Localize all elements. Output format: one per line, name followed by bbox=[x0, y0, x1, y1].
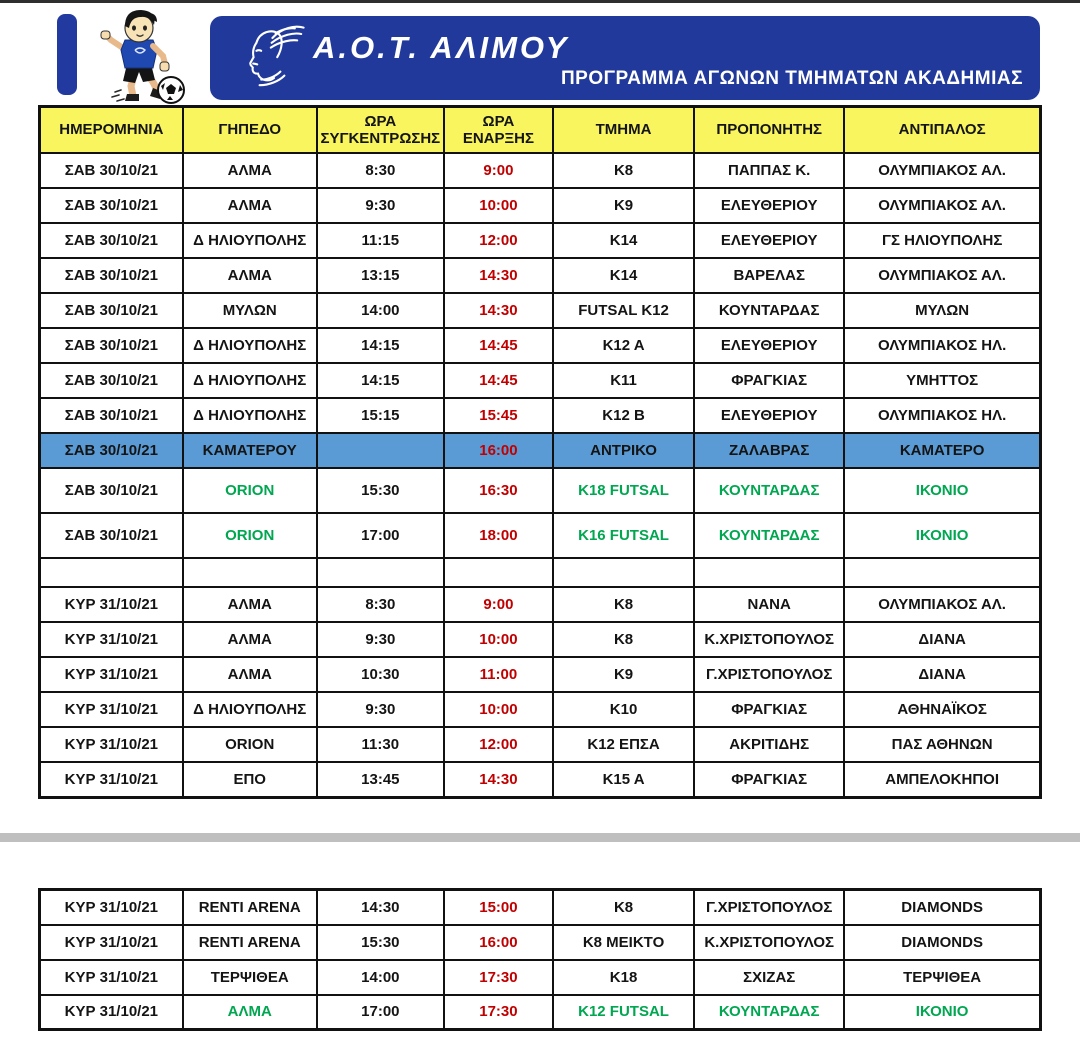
table-row bbox=[40, 513, 1041, 558]
cell-opponent: ΙΚΟΝΙΟ bbox=[844, 513, 1040, 558]
cell-start-time: 14:45 bbox=[444, 328, 553, 363]
cell-venue: RENTI ARENA bbox=[183, 890, 317, 925]
cell-date bbox=[40, 558, 183, 587]
cell-opponent: ΟΛΥΜΠΙΑΚΟΣ ΑΛ. bbox=[844, 587, 1040, 622]
cell-coach: ΦΡΑΓΚΙΑΣ bbox=[694, 762, 844, 797]
cell-start-time: 10:00 bbox=[444, 692, 553, 727]
cell-team: ΑΝΤΡΙΚΟ bbox=[553, 433, 694, 468]
cell-meet-time: 14:30 bbox=[317, 890, 444, 925]
cell-date: ΚΥΡ 31/10/21 bbox=[40, 727, 183, 762]
cell-team: Κ10 bbox=[553, 692, 694, 727]
cell-venue: ΜΥΛΩΝ bbox=[183, 293, 317, 328]
cell-start-time: 17:30 bbox=[444, 995, 553, 1030]
table-row bbox=[40, 223, 1041, 258]
cell-coach: ΕΛΕΥΘΕΡΙΟΥ bbox=[694, 223, 844, 258]
cell-opponent: ΤΕΡΨΙΘΕΑ bbox=[844, 960, 1040, 995]
cell-team: Κ18 FUTSAL bbox=[553, 468, 694, 513]
cell-opponent: DIAMONDS bbox=[844, 890, 1040, 925]
cell-meet-time bbox=[317, 558, 444, 587]
table-row bbox=[40, 468, 1041, 513]
cell-opponent: ΑΜΠΕΛΟΚΗΠΟΙ bbox=[844, 762, 1040, 797]
page-title: Α.Ο.Τ. ΑΛΙΜΟΥ bbox=[313, 30, 570, 65]
table-row bbox=[40, 258, 1041, 293]
cell-start-time: 14:30 bbox=[444, 258, 553, 293]
cell-date: ΣΑΒ 30/10/21 bbox=[40, 363, 183, 398]
cell-opponent: ΙΚΟΝΙΟ bbox=[844, 995, 1040, 1030]
cell-date: ΚΥΡ 31/10/21 bbox=[40, 925, 183, 960]
cell-venue: ΑΛΜΑ bbox=[183, 258, 317, 293]
cell-team: Κ8 bbox=[553, 153, 694, 188]
cell-date: ΣΑΒ 30/10/21 bbox=[40, 223, 183, 258]
cell-opponent: ΓΣ ΗΛΙΟΥΠΟΛΗΣ bbox=[844, 223, 1040, 258]
cell-start-time: 9:00 bbox=[444, 587, 553, 622]
cell-date: ΣΑΒ 30/10/21 bbox=[40, 153, 183, 188]
cell-meet-time: 8:30 bbox=[317, 153, 444, 188]
cell-venue: RENTI ARENA bbox=[183, 925, 317, 960]
cell-coach: ΚΟΥΝΤΑΡΔΑΣ bbox=[694, 468, 844, 513]
cell-meet-time: 13:45 bbox=[317, 762, 444, 797]
cell-venue: ORION bbox=[183, 513, 317, 558]
cell-team: FUTSAL Κ12 bbox=[553, 293, 694, 328]
cell-start-time: 17:30 bbox=[444, 960, 553, 995]
cell-meet-time: 17:00 bbox=[317, 995, 444, 1030]
column-header: ΩΡΑ ΕΝΑΡΞΗΣ bbox=[444, 107, 553, 154]
extra-schedule-table bbox=[38, 888, 1042, 1031]
cell-team: Κ16 FUTSAL bbox=[553, 513, 694, 558]
cell-opponent: DIAMONDS bbox=[844, 925, 1040, 960]
cell-venue: ORION bbox=[183, 468, 317, 513]
cell-meet-time: 14:00 bbox=[317, 293, 444, 328]
cell-meet-time: 11:30 bbox=[317, 727, 444, 762]
page-header bbox=[0, 0, 1080, 105]
cell-coach: ΚΟΥΝΤΑΡΔΑΣ bbox=[694, 293, 844, 328]
cell-meet-time: 13:15 bbox=[317, 258, 444, 293]
cell-coach: ΕΛΕΥΘΕΡΙΟΥ bbox=[694, 328, 844, 363]
cell-venue: Δ ΗΛΙΟΥΠΟΛΗΣ bbox=[183, 363, 317, 398]
cell-meet-time: 14:00 bbox=[317, 960, 444, 995]
cell-coach bbox=[694, 558, 844, 587]
cell-coach: ΦΡΑΓΚΙΑΣ bbox=[694, 363, 844, 398]
cell-start-time: 12:00 bbox=[444, 727, 553, 762]
cell-venue: Δ ΗΛΙΟΥΠΟΛΗΣ bbox=[183, 328, 317, 363]
cell-date: ΣΑΒ 30/10/21 bbox=[40, 468, 183, 513]
table-row bbox=[40, 587, 1041, 622]
cell-meet-time: 14:15 bbox=[317, 363, 444, 398]
cell-meet-time: 17:00 bbox=[317, 513, 444, 558]
schedule-header-row bbox=[40, 107, 1041, 154]
table-row bbox=[40, 293, 1041, 328]
cell-date: ΣΑΒ 30/10/21 bbox=[40, 513, 183, 558]
table-row bbox=[40, 890, 1041, 925]
column-header: ΗΜΕΡΟΜΗΝΙΑ bbox=[40, 107, 183, 154]
cell-team: Κ12 ΕΠΣΑ bbox=[553, 727, 694, 762]
cell-date: ΚΥΡ 31/10/21 bbox=[40, 960, 183, 995]
cell-venue: Δ ΗΛΙΟΥΠΟΛΗΣ bbox=[183, 692, 317, 727]
club-hermes-logo-icon bbox=[226, 21, 306, 95]
cell-team: Κ12 Α bbox=[553, 328, 694, 363]
cell-start-time: 18:00 bbox=[444, 513, 553, 558]
cell-start-time: 14:45 bbox=[444, 363, 553, 398]
cell-meet-time: 9:30 bbox=[317, 622, 444, 657]
cell-coach: ΦΡΑΓΚΙΑΣ bbox=[694, 692, 844, 727]
cell-opponent: ΟΛΥΜΠΙΑΚΟΣ ΑΛ. bbox=[844, 153, 1040, 188]
cell-opponent: ΜΥΛΩΝ bbox=[844, 293, 1040, 328]
cell-meet-time: 11:15 bbox=[317, 223, 444, 258]
cell-team: Κ11 bbox=[553, 363, 694, 398]
section-divider bbox=[0, 833, 1080, 842]
table-row bbox=[40, 657, 1041, 692]
cell-team: Κ8 bbox=[553, 890, 694, 925]
table-row bbox=[40, 622, 1041, 657]
cell-team: Κ12 Β bbox=[553, 398, 694, 433]
cell-start-time: 10:00 bbox=[444, 622, 553, 657]
cell-venue: ORION bbox=[183, 727, 317, 762]
cell-start-time: 16:00 bbox=[444, 433, 553, 468]
cell-start-time: 11:00 bbox=[444, 657, 553, 692]
cell-meet-time bbox=[317, 433, 444, 468]
cell-date: ΣΑΒ 30/10/21 bbox=[40, 293, 183, 328]
cell-opponent: ΟΛΥΜΠΙΑΚΟΣ ΑΛ. bbox=[844, 188, 1040, 223]
cell-venue: ΑΛΜΑ bbox=[183, 188, 317, 223]
cell-team: Κ8 ΜΕΙΚΤΟ bbox=[553, 925, 694, 960]
cell-team: Κ9 bbox=[553, 657, 694, 692]
cell-venue: Δ ΗΛΙΟΥΠΟΛΗΣ bbox=[183, 398, 317, 433]
cell-coach: ΠΑΠΠΑΣ Κ. bbox=[694, 153, 844, 188]
cell-venue bbox=[183, 558, 317, 587]
main-schedule-table bbox=[38, 105, 1042, 799]
cell-coach: ΣΧΙΖΑΣ bbox=[694, 960, 844, 995]
cell-coach: Γ.ΧΡΙΣΤΟΠΟΥΛΟΣ bbox=[694, 890, 844, 925]
cell-opponent: ΥΜΗΤΤΟΣ bbox=[844, 363, 1040, 398]
table-row bbox=[40, 727, 1041, 762]
cell-meet-time: 9:30 bbox=[317, 692, 444, 727]
cell-date: ΚΥΡ 31/10/21 bbox=[40, 890, 183, 925]
cell-venue: ΑΛΜΑ bbox=[183, 153, 317, 188]
column-header: ΠΡΟΠΟΝΗΤΗΣ bbox=[694, 107, 844, 154]
cell-coach: Κ.ΧΡΙΣΤΟΠΟΥΛΟΣ bbox=[694, 925, 844, 960]
table-row bbox=[40, 433, 1041, 468]
cell-venue: ΑΛΜΑ bbox=[183, 995, 317, 1030]
cell-date: ΣΑΒ 30/10/21 bbox=[40, 328, 183, 363]
cell-date: ΚΥΡ 31/10/21 bbox=[40, 762, 183, 797]
column-header: ΤΜΗΜΑ bbox=[553, 107, 694, 154]
cell-date: ΚΥΡ 31/10/21 bbox=[40, 692, 183, 727]
cell-meet-time: 9:30 bbox=[317, 188, 444, 223]
cell-opponent: ΠΑΣ ΑΘΗΝΩΝ bbox=[844, 727, 1040, 762]
cell-opponent bbox=[844, 558, 1040, 587]
cell-date: ΚΥΡ 31/10/21 bbox=[40, 995, 183, 1030]
title-banner bbox=[210, 16, 1040, 100]
page-subtitle: ΠΡΟΓΡΑΜΜΑ ΑΓΩΝΩΝ ΤΜΗΜΑΤΩΝ ΑΚΑΔΗΜΙΑΣ bbox=[560, 68, 1023, 89]
cell-start-time bbox=[444, 558, 553, 587]
cell-venue: ΚΑΜΑΤΕΡΟΥ bbox=[183, 433, 317, 468]
cell-meet-time: 10:30 bbox=[317, 657, 444, 692]
cell-date: ΚΥΡ 31/10/21 bbox=[40, 657, 183, 692]
cell-opponent: ΟΛΥΜΠΙΑΚΟΣ ΑΛ. bbox=[844, 258, 1040, 293]
cell-opponent: ΚΑΜΑΤΕΡΟ bbox=[844, 433, 1040, 468]
cell-venue: Δ ΗΛΙΟΥΠΟΛΗΣ bbox=[183, 223, 317, 258]
table-row bbox=[40, 762, 1041, 797]
cell-team: Κ9 bbox=[553, 188, 694, 223]
cell-date: ΣΑΒ 30/10/21 bbox=[40, 398, 183, 433]
table-row bbox=[40, 328, 1041, 363]
left-accent-bar bbox=[57, 14, 77, 95]
cell-opponent: ΔΙΑΝΑ bbox=[844, 657, 1040, 692]
column-header: ΩΡΑ ΣΥΓΚΕΝΤΡΩΣΗΣ bbox=[317, 107, 444, 154]
cell-venue: ΑΛΜΑ bbox=[183, 587, 317, 622]
cell-start-time: 14:30 bbox=[444, 762, 553, 797]
cell-date: ΚΥΡ 31/10/21 bbox=[40, 587, 183, 622]
cell-opponent: ΙΚΟΝΙΟ bbox=[844, 468, 1040, 513]
cell-meet-time: 15:15 bbox=[317, 398, 444, 433]
cell-start-time: 12:00 bbox=[444, 223, 553, 258]
cell-start-time: 16:00 bbox=[444, 925, 553, 960]
cell-date: ΣΑΒ 30/10/21 bbox=[40, 433, 183, 468]
table-row bbox=[40, 995, 1041, 1030]
cell-team: Κ12 FUTSAL bbox=[553, 995, 694, 1030]
cell-coach: ΕΛΕΥΘΕΡΙΟΥ bbox=[694, 398, 844, 433]
cell-opponent: ΟΛΥΜΠΙΑΚΟΣ ΗΛ. bbox=[844, 398, 1040, 433]
cell-meet-time: 15:30 bbox=[317, 925, 444, 960]
cell-team: Κ8 bbox=[553, 622, 694, 657]
column-header: ΑΝΤΙΠΑΛΟΣ bbox=[844, 107, 1040, 154]
cell-start-time: 15:45 bbox=[444, 398, 553, 433]
cell-meet-time: 8:30 bbox=[317, 587, 444, 622]
cell-team: Κ14 bbox=[553, 223, 694, 258]
cell-start-time: 9:00 bbox=[444, 153, 553, 188]
cell-venue: ΑΛΜΑ bbox=[183, 657, 317, 692]
table-row bbox=[40, 558, 1041, 587]
cell-team: Κ18 bbox=[553, 960, 694, 995]
cell-team: Κ14 bbox=[553, 258, 694, 293]
cell-coach: ΑΚΡΙΤΙΔΗΣ bbox=[694, 727, 844, 762]
cell-coach: ΖΑΛΑΒΡΑΣ bbox=[694, 433, 844, 468]
cell-coach: Κ.ΧΡΙΣΤΟΠΟΥΛΟΣ bbox=[694, 622, 844, 657]
cell-team: Κ8 bbox=[553, 587, 694, 622]
table-row bbox=[40, 188, 1041, 223]
cell-venue: ΤΕΡΨΙΘΕΑ bbox=[183, 960, 317, 995]
column-header: ΓΗΠΕΔΟ bbox=[183, 107, 317, 154]
cell-opponent: ΔΙΑΝΑ bbox=[844, 622, 1040, 657]
cell-start-time: 15:00 bbox=[444, 890, 553, 925]
table-row bbox=[40, 960, 1041, 995]
cell-date: ΚΥΡ 31/10/21 bbox=[40, 622, 183, 657]
cell-meet-time: 14:15 bbox=[317, 328, 444, 363]
cell-date: ΣΑΒ 30/10/21 bbox=[40, 188, 183, 223]
table-row bbox=[40, 398, 1041, 433]
cell-opponent: ΟΛΥΜΠΙΑΚΟΣ ΗΛ. bbox=[844, 328, 1040, 363]
cell-start-time: 10:00 bbox=[444, 188, 553, 223]
table-row bbox=[40, 692, 1041, 727]
cell-coach: ΒΑΡΕΛΑΣ bbox=[694, 258, 844, 293]
cell-coach: Γ.ΧΡΙΣΤΟΠΟΥΛΟΣ bbox=[694, 657, 844, 692]
cell-date: ΣΑΒ 30/10/21 bbox=[40, 258, 183, 293]
boy-kicking-football-icon bbox=[87, 6, 193, 104]
cell-venue: ΕΠΟ bbox=[183, 762, 317, 797]
cell-coach: ΝΑΝΑ bbox=[694, 587, 844, 622]
cell-venue: ΑΛΜΑ bbox=[183, 622, 317, 657]
cell-opponent: ΑΘΗΝΑΪΚΟΣ bbox=[844, 692, 1040, 727]
cell-coach: ΕΛΕΥΘΕΡΙΟΥ bbox=[694, 188, 844, 223]
cell-team bbox=[553, 558, 694, 587]
cell-team: Κ15 Α bbox=[553, 762, 694, 797]
cell-coach: ΚΟΥΝΤΑΡΔΑΣ bbox=[694, 513, 844, 558]
cell-meet-time: 15:30 bbox=[317, 468, 444, 513]
table-row bbox=[40, 153, 1041, 188]
cell-coach: ΚΟΥΝΤΑΡΔΑΣ bbox=[694, 995, 844, 1030]
table-row bbox=[40, 363, 1041, 398]
cell-start-time: 14:30 bbox=[444, 293, 553, 328]
table-row bbox=[40, 925, 1041, 960]
cell-start-time: 16:30 bbox=[444, 468, 553, 513]
